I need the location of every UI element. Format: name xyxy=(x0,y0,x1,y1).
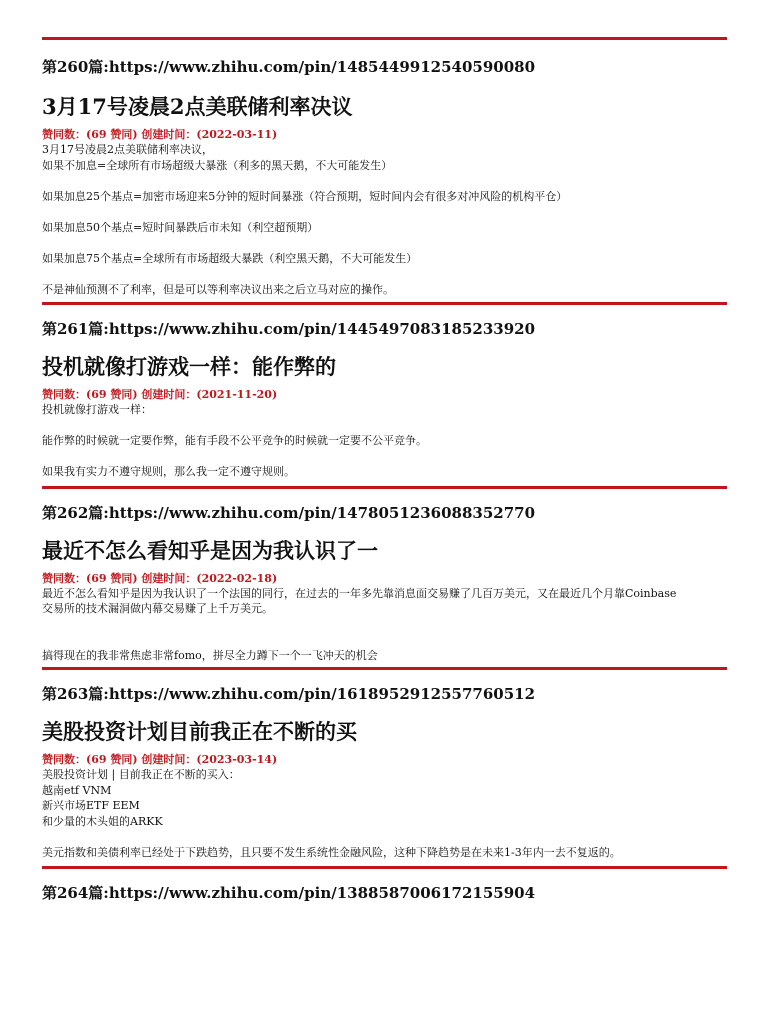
entry-title: 美股投资计划目前我正在不断的买 xyxy=(42,719,357,744)
section-divider xyxy=(42,37,727,40)
entry-title: 最近不怎么看知乎是因为我认识了一 xyxy=(42,537,378,563)
entry-heading-link[interactable]: 第261篇:https://www.zhihu.com/pin/1445497083185233920 xyxy=(42,320,536,338)
section-divider xyxy=(42,302,727,305)
body-line: 越南etf VNM xyxy=(42,783,112,797)
body-line: 新兴市场ETF EEM xyxy=(42,799,140,812)
entry-heading-link[interactable]: 第260篇:https://www.zhihu.com/pin/1485449912540590080 xyxy=(42,58,536,76)
section-divider xyxy=(42,667,727,670)
body-line: 如果我有实力不遵守规则，那么我一定不遵守规则。 xyxy=(42,465,295,478)
entry-260 xyxy=(42,37,727,297)
entry-meta: 赞同数：(69 赞同) 创建时间：(2022-03-11) xyxy=(42,128,278,141)
entry-meta: 赞同数：(69 赞同) 创建时间：(2023-03-14) xyxy=(42,753,278,766)
body-line: 如果加息25个基点=加密市场迎来5分钟的短时间暴涨（符合预期，短时间内会有很多对冲风险的机构平仓） xyxy=(42,189,568,203)
entry-title: 3月17号凌晨2点美联储利率决议 xyxy=(42,94,353,119)
entry-title: 投机就像打游戏一样：能作弊的 xyxy=(42,354,336,379)
body-line: 如果不加息=全球所有市场超级大暴涨（利多的黑天鹅，不大可能发生） xyxy=(42,158,393,172)
entry-262 xyxy=(42,486,727,664)
body-line: 不是神仙预测不了利率，但是可以等利率决议出来之后立马对应的操作。 xyxy=(42,282,394,296)
body-line: 搞得现在的我非常焦虑非常fomo，拼尽全力蹲下一个一飞冲天的机会 xyxy=(42,648,378,662)
entry-meta: 赞同数：(69 赞同) 创建时间：(2021-11-20) xyxy=(42,388,278,401)
body-line: 如果加息75个基点=全球所有市场超级大暴跌（利空黑天鹅，不大可能发生） xyxy=(42,251,418,265)
body-line: 美元指数和美债利率已经处于下跌趋势，且只要不发生系统性金融风险，这种下降趋势是在未来1-3年内一去不复返的。 xyxy=(42,845,621,859)
entry-261 xyxy=(42,302,727,480)
body-line: 如果加息50个基点=短时间暴跌后市未知（利空超预期） xyxy=(42,220,319,234)
entry-meta: 赞同数：(69 赞同) 创建时间：(2022-02-18) xyxy=(42,571,278,585)
body-line: 交易所的技术漏洞做内幕交易赚了上千万美元。 xyxy=(42,602,273,615)
body-line: 3月17号凌晨2点美联储利率决议， xyxy=(42,143,213,156)
body-line: 美股投资计划 | 目前我正在不断的买入： xyxy=(42,768,240,781)
body-line: 和少量的木头姐的ARKK xyxy=(42,814,163,828)
section-divider xyxy=(42,866,727,869)
entry-263 xyxy=(42,667,727,860)
body-line: 投机就像打游戏一样： xyxy=(42,403,152,416)
body-line: 最近不怎么看知乎是因为我认识了一个法国的同行，在过去的一年多先靠消息面交易赚了几百万美元，又在最近几个月靠Coinbase xyxy=(42,586,677,600)
entry-heading-link[interactable]: 第262篇:https://www.zhihu.com/pin/1478051236088352770 xyxy=(42,503,536,522)
body-line: 能作弊的时候就一定要作弊，能有手段不公平竞争的时候就一定要不公平竞争。 xyxy=(42,434,427,447)
entry-heading-link[interactable]: 第264篇:https://www.zhihu.com/pin/1388587006172155904 xyxy=(42,884,536,902)
entry-264 xyxy=(42,866,727,903)
section-divider xyxy=(42,486,727,489)
entry-heading-link[interactable]: 第263篇:https://www.zhihu.com/pin/1618952912557760512 xyxy=(42,685,536,703)
document-page xyxy=(42,0,727,902)
